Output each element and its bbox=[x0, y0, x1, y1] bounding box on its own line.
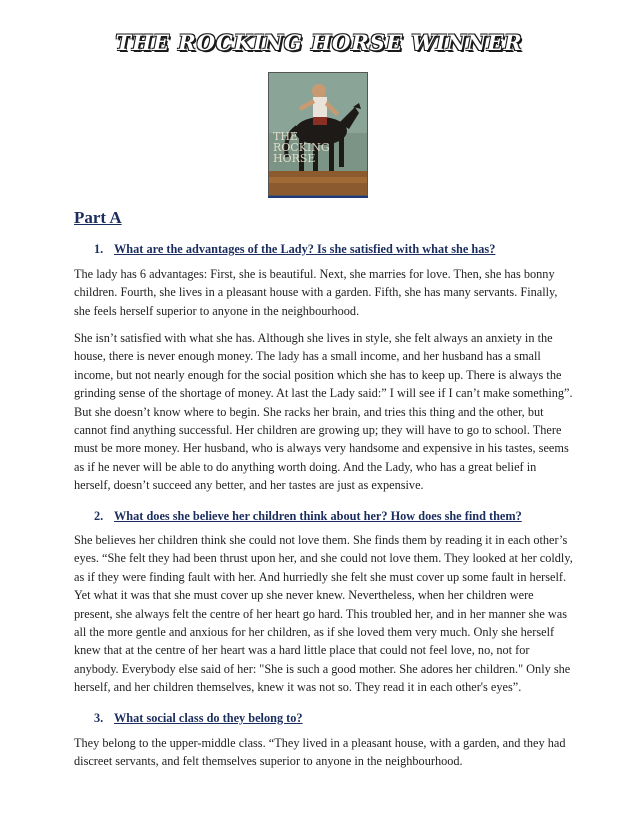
question-text: What social class do they belong to? bbox=[114, 711, 303, 725]
question-number: 3. bbox=[94, 711, 104, 725]
question-1 bbox=[94, 242, 495, 257]
question-text: What are the advantages of the Lady? Is she satisfied with what she has? bbox=[114, 242, 496, 256]
question-3 bbox=[94, 711, 303, 726]
cover-title-line3: HORSE bbox=[273, 152, 316, 165]
answer-paragraph: The lady has 6 advantages: First, she is beautiful. Next, she marries for love. Then, she has bonny children. Fourth, she lives in a pleasant house with a garden. Fifth, she has many servants. Finally, she feels herself superior to anyone in the neighbourhood. bbox=[74, 267, 558, 318]
part-heading: Part A bbox=[74, 208, 122, 227]
answer-paragraph: She believes her children think she could not love them. She finds them by reading it in each other’s eyes. “She felt they had been thrust upon her, and she could not love them. They looked at her coldly, as if they were finding fault with her. And hurriedly she felt she must cover up some fault in herself. Yet what it was that she must cover up she never knew. Nevertheless, when her children were present, she always felt the centre of her heart go hard. This troubled her, and in her manner she was all the more gentle and anxious for her children, as if she loved them very much. Only she herself knew that at the centre of her heart was a hard little place that could not feel love, no, not for anybody. Everybody else said of her: "She is such a good mother. She adores her children." Only she herself, and her children themselves, knew it was not so. They read it in each other's eyes”. bbox=[74, 533, 573, 695]
question-text: What does she believe her children think about her? How does she find them? bbox=[114, 509, 522, 523]
answer-paragraph: They belong to the upper-middle class. “They lived in a pleasant house, with a garden, and they had discreet servants, and felt themselves superior to anyone in the neighbourhood. bbox=[74, 736, 566, 769]
cover-title-line2: ROCKING bbox=[273, 141, 330, 154]
cover-title-line1: THE bbox=[273, 130, 298, 143]
question-number: 1. bbox=[94, 242, 104, 256]
answer-paragraph: She isn’t satisfied with what she has. Although she lives in style, she felt always an anxiety in the house, there is never enough money. The lady has a small income, and her husband has a small income, but not nearly enough for the social position which she has to keep up. There is always the grinding sense of the shortage of money. At last the Lady said:” I will see if I can’t make something”. But she doesn’t know where to begin. She racks her brain, and tries this thing and the other, but cannot find anything successful. Her children are growing up; they will have to go to school. There must be more money. Her husband, who is always very handsome and expensive in his tastes, seems as if he never will be able to do anything worth doing. And the Lady, who has a great belief in herself, doesn’t succeed any better, and her tastes are just as expensive. bbox=[74, 331, 573, 493]
question-2 bbox=[94, 509, 522, 524]
book-cover-image bbox=[268, 72, 368, 196]
page-title: THE ROCKING HORSE WINNER bbox=[115, 30, 523, 55]
cover-divider bbox=[268, 196, 368, 198]
question-number: 2. bbox=[94, 509, 104, 523]
